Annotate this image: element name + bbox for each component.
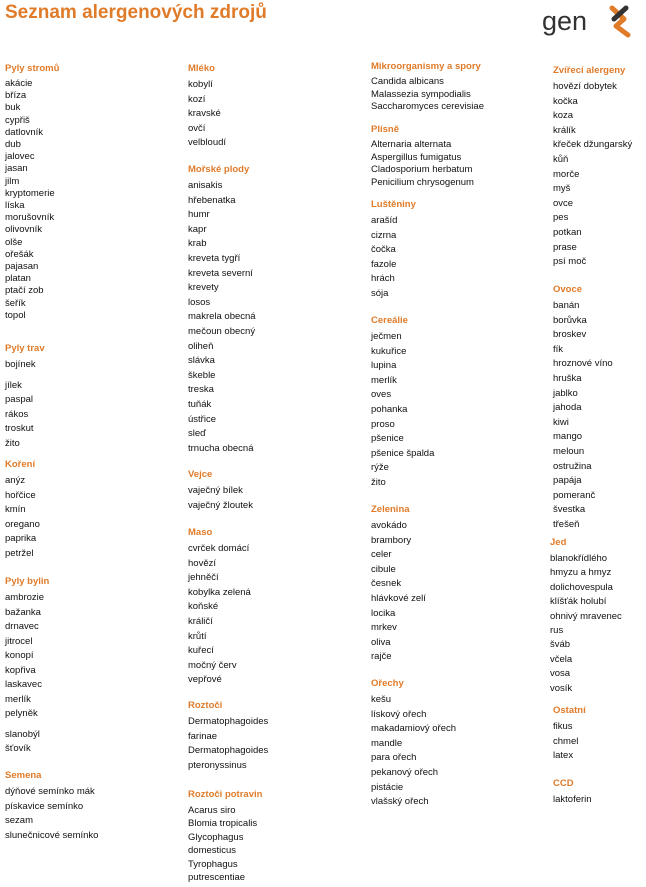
list-item: kreveta severní	[188, 267, 253, 279]
list-item: žito	[5, 437, 20, 449]
list-item: paspal	[5, 394, 33, 406]
list-item: pohanka	[371, 403, 408, 415]
list-item: arašíd	[371, 215, 398, 226]
list-item: slávka	[188, 355, 215, 367]
list-item: vepřové	[188, 674, 222, 686]
list-item: krevety	[188, 282, 219, 294]
list-item: šťovík	[5, 743, 31, 754]
list-item: vlašský ořech	[371, 796, 429, 808]
list-item: hlávkové zelí	[371, 592, 426, 604]
list-item: kopřiva	[5, 664, 36, 676]
list-item: proso	[371, 418, 395, 430]
list-item: domesticus	[188, 845, 237, 857]
section-pyly-trav	[5, 343, 45, 452]
list-item: avokádo	[371, 520, 407, 531]
list-item: paprika	[5, 533, 37, 545]
list-item: jalovec	[5, 151, 35, 163]
section-heading: Mořské plody	[188, 164, 250, 175]
section-maso	[188, 527, 251, 688]
section-cerealie	[371, 315, 434, 491]
list-item: žito	[371, 476, 386, 488]
list-item: sója	[371, 287, 389, 299]
section-heading: Luštěniny	[371, 199, 416, 210]
list-item: kravské	[188, 108, 221, 120]
list-item: Glycophagus	[188, 831, 244, 843]
section-lusteniny	[371, 199, 416, 302]
list-item: ambrozie	[5, 592, 45, 603]
list-item: kobylí	[188, 79, 213, 90]
section-heading: Plísně	[371, 124, 399, 135]
list-item: platan	[5, 273, 31, 285]
list-item: močný červ	[188, 659, 237, 671]
section-heading: CCD	[553, 778, 574, 789]
list-item: vosík	[550, 682, 573, 694]
list-item: akácie	[5, 78, 33, 89]
list-item: pískavice semínko	[5, 800, 84, 812]
section-heading: Ořechy	[371, 678, 404, 689]
list-item: kozí	[188, 93, 206, 105]
list-item: olše	[5, 236, 23, 248]
section-heading: Pyly trav	[5, 343, 45, 354]
list-item: Candida albicans	[371, 76, 444, 87]
section-mikroorganismy	[371, 61, 484, 114]
list-item: rus	[550, 625, 564, 637]
list-item: kobylka zelená	[188, 586, 251, 598]
list-item: hroznové víno	[553, 358, 613, 370]
list-item: laskavec	[5, 679, 42, 690]
list-item: cvrček domácí	[188, 543, 250, 554]
list-item: konopí	[5, 650, 34, 661]
list-item: hovězí	[188, 557, 216, 569]
section-semena	[5, 770, 98, 843]
list-item: slanobýl	[5, 728, 40, 740]
logo-text: gen	[542, 6, 588, 36]
list-item: Tyrophagus	[188, 858, 238, 870]
list-item: ostružina	[553, 460, 592, 472]
list-item: datlovník	[5, 126, 44, 138]
list-item: králičí	[188, 615, 213, 627]
list-item: celer	[371, 549, 392, 561]
list-item: kapr	[188, 223, 207, 235]
list-item: putrescentiae	[188, 872, 246, 884]
section-koreni	[5, 459, 40, 562]
list-item: králík	[553, 124, 576, 136]
list-item: drnavec	[5, 621, 39, 632]
section-roztoci	[188, 700, 268, 773]
list-item: ječmen	[371, 331, 402, 342]
list-item: pelyněk	[5, 708, 38, 719]
list-item: locika	[371, 607, 396, 619]
list-item: lískový ořech	[371, 708, 427, 720]
list-item: myš	[553, 183, 571, 195]
list-item: mrkev	[371, 622, 397, 634]
section-ovoce	[553, 284, 613, 533]
list-item: losos	[188, 296, 211, 308]
section-roztoci-potravin	[188, 789, 262, 884]
list-item: ořešák	[5, 248, 34, 260]
list-item: líska	[5, 200, 25, 212]
list-item: sleď	[188, 428, 206, 440]
list-item: topol	[5, 309, 26, 321]
list-item: treska	[188, 384, 214, 396]
list-item: mandle	[371, 737, 403, 749]
list-item: troskut	[5, 423, 34, 435]
section-heading: Cereálie	[371, 315, 408, 326]
list-item: potkan	[553, 226, 582, 238]
section-pyly-bylin	[5, 576, 49, 757]
list-item: kreveta tygří	[188, 252, 241, 264]
list-item: velbloudí	[188, 137, 227, 149]
list-item: ohnivý mravenec	[550, 610, 622, 622]
list-item: bažanka	[5, 606, 41, 618]
section-heading: Koření	[5, 459, 36, 470]
list-item: Penicilium chrysogenum	[371, 176, 474, 188]
list-item: makrela obecná	[188, 311, 256, 323]
section-heading: Ovoce	[553, 284, 583, 295]
section-mleko	[188, 63, 226, 151]
list-item: česnek	[371, 578, 402, 590]
list-item: cizrna	[371, 229, 397, 241]
list-item: pes	[553, 212, 569, 224]
list-item: čočka	[371, 244, 396, 256]
list-item: škeble	[188, 369, 216, 381]
list-item: fikus	[553, 721, 573, 732]
list-item: oliva	[371, 636, 391, 648]
list-item: fík	[553, 343, 564, 355]
list-item: rajče	[371, 651, 392, 663]
list-item: kočka	[553, 95, 578, 107]
list-item: krůtí	[188, 630, 207, 642]
list-item: ovčí	[188, 122, 206, 134]
list-item: banán	[553, 300, 580, 311]
list-item: meloun	[553, 445, 585, 457]
list-item: jahoda	[553, 402, 582, 414]
section-ostatni	[553, 705, 586, 764]
list-item: jilm	[5, 175, 20, 187]
list-item: broskev	[553, 329, 587, 341]
list-item: klíšťák holubí	[550, 596, 607, 608]
list-item: morče	[553, 168, 580, 180]
section-heading: Semena	[5, 770, 42, 781]
list-item: jehněčí	[188, 572, 219, 584]
list-item: anýz	[5, 475, 26, 486]
list-item: merlík	[5, 693, 31, 705]
list-item: ústřice	[188, 413, 216, 425]
section-heading: Jed	[550, 537, 567, 548]
list-item: laktoferin	[553, 794, 592, 805]
gen-logo	[540, 4, 638, 38]
list-item: para ořech	[371, 752, 417, 764]
list-item: ovce	[553, 197, 574, 209]
list-item: brambory	[371, 534, 412, 546]
list-item: šeřík	[5, 297, 26, 309]
section-ccd	[553, 778, 592, 808]
list-item: buk	[5, 102, 21, 114]
list-item: kmín	[5, 504, 26, 516]
section-heading: Roztoči potravin	[188, 789, 263, 800]
list-item: Acarus siro	[188, 805, 236, 816]
list-item: rákos	[5, 408, 29, 420]
list-item: jasan	[5, 163, 28, 175]
list-item: hovězí dobytek	[553, 81, 617, 92]
section-plisne	[371, 124, 474, 189]
list-item: kryptomerie	[5, 187, 55, 199]
section-heading: Ostatní	[553, 705, 586, 716]
list-item: fazole	[371, 258, 397, 270]
section-heading: Pyly bylin	[5, 576, 50, 587]
list-item: sezam	[5, 815, 33, 827]
list-item: farinae	[188, 730, 218, 742]
section-zvireci-alergeny	[553, 65, 632, 270]
list-item: Alternaria alternata	[371, 139, 452, 150]
list-item: dolichovespula	[550, 581, 613, 593]
list-item: pekanový ořech	[371, 766, 439, 778]
list-item: pistácie	[371, 781, 404, 793]
list-item: lupina	[371, 360, 397, 372]
list-item: ptačí zob	[5, 285, 44, 297]
section-zelenina	[371, 504, 426, 665]
list-item: pajasan	[5, 261, 39, 273]
section-heading: Mikroorganismy a spory	[371, 61, 481, 72]
list-item: merlík	[371, 374, 397, 386]
list-item: petržel	[5, 547, 34, 559]
list-item: kukuřice	[371, 345, 407, 357]
list-item: bojínek	[5, 359, 36, 370]
list-item: bříza	[5, 90, 27, 102]
list-item: šváb	[550, 639, 571, 651]
section-heading: Zelenina	[371, 504, 410, 515]
list-item: kůň	[553, 153, 569, 165]
list-item: hřebenatka	[188, 194, 236, 206]
list-item: rýže	[371, 462, 389, 474]
list-item: psí moč	[553, 256, 587, 268]
section-heading: Maso	[188, 527, 213, 538]
list-item: latex	[553, 750, 574, 762]
list-item: cibule	[371, 563, 396, 575]
list-item: tuňák	[188, 398, 212, 410]
list-item: hmyzu a hmyz	[550, 567, 612, 579]
list-item: hořčice	[5, 489, 36, 501]
section-heading: Roztoči	[188, 700, 223, 711]
section-heading: Mléko	[188, 63, 215, 74]
page-title: Seznam alergenových zdrojů	[5, 2, 267, 23]
list-item: mango	[553, 431, 583, 443]
list-item: koňské	[188, 601, 219, 613]
list-item: třešeň	[553, 518, 580, 530]
list-item: anisakis	[188, 180, 223, 191]
list-item: pšenice	[371, 433, 404, 445]
list-item: pšenice špalda	[371, 447, 435, 459]
list-item: mečoun obecný	[188, 325, 256, 337]
section-pyly-stromu	[5, 63, 59, 322]
list-item: cypřiš	[5, 114, 30, 126]
list-item: Aspergillus fumigatus	[371, 151, 462, 163]
list-item: včela	[550, 653, 573, 665]
list-item: Blomia tropicalis	[188, 818, 258, 830]
list-item: prase	[553, 241, 577, 253]
list-item: kešu	[371, 694, 392, 705]
list-item: oregano	[5, 518, 40, 530]
list-item: Saccharomyces cerevisiae	[371, 101, 484, 113]
section-heading: Vejce	[188, 469, 213, 480]
list-item: dýňové semínko mák	[5, 786, 95, 797]
list-item: papája	[553, 475, 582, 487]
section-orechy	[371, 678, 456, 810]
list-item: hrách	[371, 273, 395, 285]
list-item: oves	[371, 389, 392, 401]
list-item: švestka	[553, 504, 586, 516]
list-item: pteronyssinus	[188, 759, 247, 771]
list-item: humr	[188, 209, 210, 221]
list-item: morušovník	[5, 212, 55, 224]
list-item: krab	[188, 238, 207, 250]
list-item: slunečnicové semínko	[5, 829, 99, 841]
list-item: vaječný bílek	[188, 485, 243, 496]
list-item: Malassezia sympodialis	[371, 88, 471, 100]
list-item: jitrocel	[5, 635, 33, 647]
list-item: chmel	[553, 735, 579, 747]
list-item: kiwi	[553, 416, 569, 428]
list-item: dub	[5, 139, 21, 151]
section-jed	[550, 537, 622, 696]
list-item: pomeranč	[553, 489, 596, 501]
list-item: blanokřídlého	[550, 553, 608, 564]
list-item: jablko	[553, 387, 578, 399]
list-item: borůvka	[553, 314, 587, 326]
list-item: makadamiový ořech	[371, 723, 457, 735]
list-item: vosa	[550, 668, 571, 680]
section-heading: Pyly stromů	[5, 63, 60, 74]
list-item: koza	[553, 110, 574, 122]
list-item: křeček džungarský	[553, 139, 633, 151]
list-item: vaječný žloutek	[188, 499, 253, 511]
list-item: kuřecí	[188, 645, 214, 657]
section-morske-plody	[188, 164, 256, 456]
list-item: Dermatophagoides	[188, 716, 269, 727]
list-item: olivovník	[5, 224, 42, 236]
list-item: jílek	[5, 379, 22, 391]
list-item: hruška	[553, 372, 582, 384]
list-item: Dermatophagoides	[188, 745, 269, 757]
list-item: trnucha obecná	[188, 442, 254, 454]
logo-mark-icon	[612, 8, 628, 35]
section-heading: Zvířecí alergeny	[553, 65, 626, 76]
section-vejce	[188, 469, 253, 513]
list-item: Cladosporium herbatum	[371, 164, 473, 176]
list-item: oliheň	[188, 340, 214, 352]
